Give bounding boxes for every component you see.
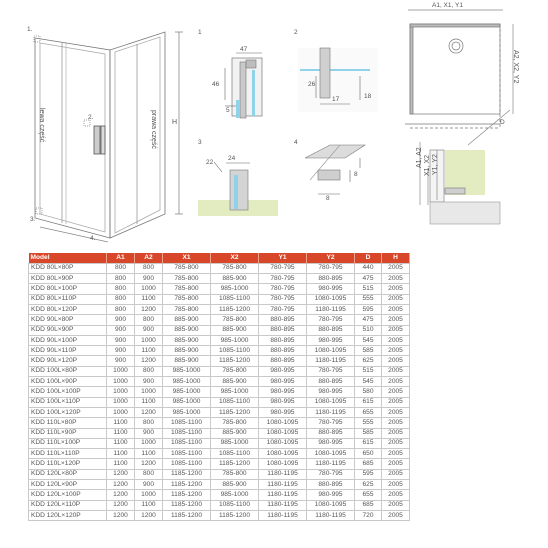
table-cell: 2005 — [382, 428, 410, 438]
table-cell: 1185-1200 — [163, 510, 211, 520]
table-cell: 880-895 — [259, 315, 307, 325]
table-cell: 980-995 — [259, 407, 307, 417]
table-cell: 1085-1100 — [211, 346, 259, 356]
table-cell: 1100 — [135, 294, 163, 304]
table-cell: 1080-1095 — [307, 346, 355, 356]
table-cell: 980-995 — [259, 366, 307, 376]
marker-2: 2. — [88, 114, 94, 121]
column-header: A2 — [135, 253, 163, 263]
detail-2-number: 2 — [294, 29, 298, 36]
table-cell: 880-895 — [307, 480, 355, 490]
table-row — [29, 294, 410, 304]
table-cell: 2005 — [382, 315, 410, 325]
table-cell: KDD 120L×110P — [29, 500, 107, 510]
table-cell: 800 — [135, 263, 163, 273]
table-row — [29, 325, 410, 335]
table-cell: 985-1000 — [211, 438, 259, 448]
table-cell: 900 — [107, 315, 135, 325]
table-cell: 880-895 — [307, 325, 355, 335]
table-cell: 595 — [355, 469, 382, 479]
table-row — [29, 315, 410, 325]
table-cell: 1085-1100 — [163, 438, 211, 448]
table-cell: 2005 — [382, 263, 410, 273]
table-cell: 1080-1095 — [259, 449, 307, 459]
table-cell: 515 — [355, 284, 382, 294]
table-cell: KDD 90L×110P — [29, 346, 107, 356]
table-cell: 625 — [355, 480, 382, 490]
column-header: X2 — [211, 253, 259, 263]
table-cell: 800 — [135, 418, 163, 428]
technical-drawings — [0, 0, 548, 252]
table-cell: 985-1000 — [163, 407, 211, 417]
table-cell: 2005 — [382, 438, 410, 448]
table-cell: 785-800 — [211, 418, 259, 428]
table-cell: 1000 — [107, 387, 135, 397]
table-cell: 515 — [355, 366, 382, 376]
plan-top-label: A1, X1, Y1 — [432, 2, 463, 9]
table-cell: KDD 120L×100P — [29, 490, 107, 500]
table-cell: 800 — [107, 284, 135, 294]
table-row — [29, 469, 410, 479]
table-cell: 800 — [135, 469, 163, 479]
table-cell: 1200 — [107, 469, 135, 479]
table-cell: 780-795 — [259, 263, 307, 273]
table-row — [29, 428, 410, 438]
table-cell: 1085-1100 — [211, 500, 259, 510]
table-cell: KDD 120L×80P — [29, 469, 107, 479]
table-cell: 545 — [355, 335, 382, 345]
table-cell: 780-795 — [307, 315, 355, 325]
cabin-front-view — [0, 0, 548, 252]
detail-4-number: 4 — [294, 139, 298, 146]
table-cell: 780-795 — [259, 274, 307, 284]
table-row — [29, 407, 410, 417]
table-cell: 880-895 — [307, 377, 355, 387]
left-part-label: lewa część — [38, 108, 45, 143]
table-cell: 800 — [135, 366, 163, 376]
plan-view-drawing — [405, 10, 513, 145]
table-cell: 2005 — [382, 387, 410, 397]
table-cell: 780-795 — [307, 263, 355, 273]
table-cell: 1180-1195 — [307, 304, 355, 314]
table-cell: 2005 — [382, 459, 410, 469]
table-cell: 2005 — [382, 335, 410, 345]
table-cell: 1080-1095 — [307, 449, 355, 459]
column-header: Model — [29, 253, 107, 263]
table-row — [29, 274, 410, 284]
plan-side-label: A2, X2, Y2 — [512, 50, 519, 84]
table-cell: KDD 90L×90P — [29, 325, 107, 335]
table-cell: 625 — [355, 356, 382, 366]
table-cell: 900 — [107, 346, 135, 356]
column-header: X1 — [163, 253, 211, 263]
table-cell: 2005 — [382, 449, 410, 459]
table-cell: 650 — [355, 449, 382, 459]
table-cell: 1200 — [135, 459, 163, 469]
table-cell: 885-900 — [211, 480, 259, 490]
table-cell: 685 — [355, 459, 382, 469]
table-cell: 585 — [355, 346, 382, 356]
table-cell: 780-795 — [307, 418, 355, 428]
table-cell: 685 — [355, 500, 382, 510]
table-cell: 1185-1200 — [163, 469, 211, 479]
table-cell: 1200 — [135, 510, 163, 520]
height-label: H — [172, 119, 178, 126]
table-cell: 1200 — [107, 490, 135, 500]
table-cell: 1000 — [107, 366, 135, 376]
table-cell: 2005 — [382, 480, 410, 490]
table-cell: 985-1000 — [163, 387, 211, 397]
table-cell: 1200 — [135, 304, 163, 314]
table-cell: 1085-1100 — [211, 449, 259, 459]
table-cell: 595 — [355, 304, 382, 314]
table-cell: KDD 100L×120P — [29, 407, 107, 417]
table-cell: 1185-1200 — [163, 480, 211, 490]
table-cell: KDD 120L×120P — [29, 510, 107, 520]
table-cell: 980-995 — [307, 284, 355, 294]
table-cell: 2005 — [382, 346, 410, 356]
side-label-b: X1, X2 — [424, 154, 431, 176]
table-cell: KDD 90L×80P — [29, 315, 107, 325]
detail-3-drawing — [198, 159, 278, 216]
table-cell: 1180-1195 — [259, 500, 307, 510]
table-cell: 1080-1095 — [259, 418, 307, 428]
table-cell: 1185-1200 — [211, 510, 259, 520]
table-cell: 1080-1095 — [307, 500, 355, 510]
table-cell: 785-800 — [163, 274, 211, 284]
column-header: Y2 — [307, 253, 355, 263]
table-cell: 900 — [135, 428, 163, 438]
table-cell: 1100 — [107, 459, 135, 469]
table-cell: 985-1000 — [163, 377, 211, 387]
detail-1-drawing — [225, 53, 262, 118]
table-cell: 780-795 — [259, 284, 307, 294]
table-cell: 1185-1200 — [211, 304, 259, 314]
table-cell: 980-995 — [307, 438, 355, 448]
table-cell: 1100 — [135, 449, 163, 459]
table-cell: 880-895 — [259, 346, 307, 356]
table-row — [29, 346, 410, 356]
table-cell: 2005 — [382, 397, 410, 407]
table-cell: 615 — [355, 438, 382, 448]
table-cell: 1180-1195 — [307, 356, 355, 366]
table-cell: 2005 — [382, 407, 410, 417]
table-cell: 2005 — [382, 294, 410, 304]
plan-d-label: D — [500, 119, 505, 126]
table-cell: 1000 — [135, 335, 163, 345]
table-cell: KDD 100L×90P — [29, 377, 107, 387]
table-row — [29, 490, 410, 500]
table-cell: 2005 — [382, 377, 410, 387]
table-cell: 2005 — [382, 418, 410, 428]
table-cell: 800 — [107, 304, 135, 314]
table-cell: 1200 — [107, 500, 135, 510]
table-cell: 1180-1195 — [259, 480, 307, 490]
table-cell: 885-900 — [163, 325, 211, 335]
table-cell: 440 — [355, 263, 382, 273]
table-cell: 1185-1200 — [211, 459, 259, 469]
table-cell: 1100 — [107, 418, 135, 428]
table-cell: 1100 — [135, 500, 163, 510]
table-row — [29, 438, 410, 448]
table-cell: 880-895 — [259, 335, 307, 345]
table-cell: 1000 — [107, 407, 135, 417]
table-cell: 1200 — [107, 480, 135, 490]
column-header: Y1 — [259, 253, 307, 263]
table-cell: 785-800 — [163, 284, 211, 294]
table-cell: 785-800 — [211, 469, 259, 479]
table-cell: 1000 — [135, 438, 163, 448]
table-cell: 780-795 — [259, 294, 307, 304]
table-cell: 800 — [107, 294, 135, 304]
table-cell: 475 — [355, 315, 382, 325]
table-cell: 885-900 — [163, 346, 211, 356]
table-cell: 1085-1100 — [163, 459, 211, 469]
table-row — [29, 304, 410, 314]
table-cell: 785-800 — [163, 263, 211, 273]
table-cell: 980-995 — [307, 335, 355, 345]
detail-3-dim-b: 22 — [206, 159, 214, 166]
table-cell: 1000 — [135, 490, 163, 500]
table-cell: 2005 — [382, 366, 410, 376]
detail-4-dim-a: 8 — [326, 195, 330, 202]
table-cell: 800 — [107, 274, 135, 284]
table-cell: 785-800 — [163, 304, 211, 314]
table-row — [29, 335, 410, 345]
table-cell: KDD 90L×100P — [29, 335, 107, 345]
table-cell: 545 — [355, 377, 382, 387]
table-cell: 1085-1100 — [163, 428, 211, 438]
detail-1-number: 1 — [198, 29, 202, 36]
table-cell: KDD 80L×120P — [29, 304, 107, 314]
table-header-row — [29, 253, 410, 263]
table-cell: 885-900 — [163, 315, 211, 325]
table-row — [29, 284, 410, 294]
table-cell: 510 — [355, 325, 382, 335]
table-cell: 1185-1200 — [211, 356, 259, 366]
table-cell: 1100 — [135, 397, 163, 407]
table-cell: 900 — [107, 356, 135, 366]
table-cell: 555 — [355, 294, 382, 304]
table-cell: 1200 — [135, 407, 163, 417]
table-cell: 880-895 — [307, 428, 355, 438]
side-label-a: A1, A2 — [416, 147, 423, 168]
detail-2-dim-b: 17 — [332, 96, 340, 103]
detail-2-dim-a: 26 — [308, 81, 316, 88]
table-cell: 2005 — [382, 510, 410, 520]
marker-4: 4. — [90, 235, 96, 242]
table-cell: 885-900 — [163, 335, 211, 345]
table-cell: 1080-1095 — [259, 428, 307, 438]
table-cell: 1100 — [107, 428, 135, 438]
table-cell: 800 — [107, 263, 135, 273]
table-cell: 1000 — [107, 377, 135, 387]
detail-3-dim-a: 24 — [228, 155, 236, 162]
table-cell: 655 — [355, 407, 382, 417]
detail-1-dim-a: 47 — [240, 46, 248, 53]
table-cell: KDD 100L×100P — [29, 387, 107, 397]
table-cell: 900 — [135, 325, 163, 335]
table-cell: 1100 — [107, 449, 135, 459]
table-cell: 900 — [135, 480, 163, 490]
table-cell: 1080-1095 — [259, 459, 307, 469]
table-cell: 785-800 — [211, 315, 259, 325]
table-cell: 785-800 — [163, 294, 211, 304]
table-cell: KDD 80L×90P — [29, 274, 107, 284]
table-cell: 800 — [135, 315, 163, 325]
table-cell: 885-900 — [211, 377, 259, 387]
table-cell: KDD 80L×100P — [29, 284, 107, 294]
table-cell: 885-900 — [163, 356, 211, 366]
column-header: A1 — [107, 253, 135, 263]
table-cell: 980-995 — [259, 377, 307, 387]
table-cell: 1185-1200 — [163, 490, 211, 500]
table-cell: 1200 — [107, 510, 135, 520]
table-cell: 1085-1100 — [163, 418, 211, 428]
table-cell: 1180-1195 — [259, 490, 307, 500]
table-cell: 2005 — [382, 469, 410, 479]
table-cell: 615 — [355, 397, 382, 407]
table-cell: 880-895 — [307, 274, 355, 284]
table-cell: 585 — [355, 428, 382, 438]
table-cell: 900 — [135, 274, 163, 284]
table-cell: 1085-1100 — [211, 397, 259, 407]
table-row — [29, 449, 410, 459]
table-cell: KDD 110L×100P — [29, 438, 107, 448]
table-cell: 785-800 — [211, 263, 259, 273]
table-cell: KDD 80L×110P — [29, 294, 107, 304]
table-cell: KDD 110L×80P — [29, 418, 107, 428]
detail-1-dim-c: 5 — [226, 107, 230, 114]
table-cell: 720 — [355, 510, 382, 520]
table-cell: 885-900 — [211, 274, 259, 284]
table-cell: 900 — [135, 377, 163, 387]
table-row — [29, 263, 410, 273]
table-cell: 1000 — [135, 284, 163, 294]
table-cell: 2005 — [382, 500, 410, 510]
table-cell: 980-995 — [259, 397, 307, 407]
table-cell: 885-900 — [211, 325, 259, 335]
table-cell: 780-795 — [307, 469, 355, 479]
table-cell: 985-1000 — [163, 397, 211, 407]
table-cell: 985-1000 — [211, 284, 259, 294]
table-cell: 1180-1195 — [307, 407, 355, 417]
table-cell: 880-895 — [259, 325, 307, 335]
table-cell: 1180-1195 — [307, 510, 355, 520]
table-cell: 980-995 — [307, 490, 355, 500]
column-header: D — [355, 253, 382, 263]
table-cell: KDD 120L×90P — [29, 480, 107, 490]
table-cell: 985-1000 — [211, 387, 259, 397]
table-row — [29, 387, 410, 397]
table-cell: 1000 — [135, 387, 163, 397]
table-cell: 900 — [107, 335, 135, 345]
table-cell: 1180-1195 — [259, 510, 307, 520]
table-row — [29, 366, 410, 376]
dimensions-table — [28, 253, 410, 521]
table-cell: 780-795 — [259, 304, 307, 314]
table-cell: 980-995 — [259, 387, 307, 397]
table-cell: 2005 — [382, 304, 410, 314]
table-row — [29, 510, 410, 520]
table-row — [29, 377, 410, 387]
detail-4-dim-b: 8 — [354, 171, 358, 178]
table-cell: 900 — [107, 325, 135, 335]
table-cell: 885-900 — [211, 428, 259, 438]
table-cell: 1200 — [135, 356, 163, 366]
table-cell: KDD 100L×80P — [29, 366, 107, 376]
table-cell: 1080-1095 — [307, 294, 355, 304]
table-cell: 1180-1195 — [307, 459, 355, 469]
table-cell: 655 — [355, 490, 382, 500]
table-cell: 985-1000 — [163, 366, 211, 376]
table-cell: 2005 — [382, 325, 410, 335]
table-row — [29, 418, 410, 428]
table-cell: KDD 80L×80P — [29, 263, 107, 273]
table-cell: 880-895 — [259, 356, 307, 366]
table-cell: 985-1000 — [211, 490, 259, 500]
table-row — [29, 500, 410, 510]
table-row — [29, 459, 410, 469]
table-cell: KDD 110L×110P — [29, 449, 107, 459]
right-part-label: prawa część — [150, 110, 157, 149]
table-cell: 1185-1200 — [211, 407, 259, 417]
marker-1: 1. — [27, 26, 33, 33]
table-row — [29, 397, 410, 407]
table-cell: 1080-1095 — [307, 397, 355, 407]
detail-3-number: 3 — [198, 139, 202, 146]
table-cell: 1085-1100 — [211, 294, 259, 304]
column-header: H — [382, 253, 410, 263]
table-cell: KDD 110L×90P — [29, 428, 107, 438]
table-cell: 1080-1095 — [259, 438, 307, 448]
table-cell: 555 — [355, 418, 382, 428]
detail-2-dim-c: 18 — [364, 93, 372, 100]
table-cell: 580 — [355, 387, 382, 397]
table-cell: 1100 — [135, 346, 163, 356]
table-cell: 985-1000 — [211, 335, 259, 345]
table-cell: 2005 — [382, 274, 410, 284]
table-cell: 2005 — [382, 284, 410, 294]
table-cell: 1000 — [107, 397, 135, 407]
table-cell: KDD 100L×110P — [29, 397, 107, 407]
table-cell: 780-795 — [307, 366, 355, 376]
table-cell: 785-800 — [211, 366, 259, 376]
table-cell: 2005 — [382, 356, 410, 366]
table-cell: KDD 110L×120P — [29, 459, 107, 469]
table-cell: 1180-1195 — [259, 469, 307, 479]
table-cell: 1185-1200 — [163, 500, 211, 510]
table-cell: 2005 — [382, 490, 410, 500]
table-cell: 475 — [355, 274, 382, 284]
table-cell: 980-995 — [307, 387, 355, 397]
detail-1-dim-b: 46 — [212, 81, 220, 88]
table-cell: 1085-1100 — [163, 449, 211, 459]
table-body — [29, 263, 410, 520]
detail-4-drawing — [305, 145, 365, 194]
marker-3: 3. — [30, 216, 36, 223]
table-row — [29, 356, 410, 366]
table-cell: 1100 — [107, 438, 135, 448]
table-cell: KDD 90L×120P — [29, 356, 107, 366]
side-label-c: Y1, Y2 — [432, 154, 439, 175]
table-row — [29, 480, 410, 490]
